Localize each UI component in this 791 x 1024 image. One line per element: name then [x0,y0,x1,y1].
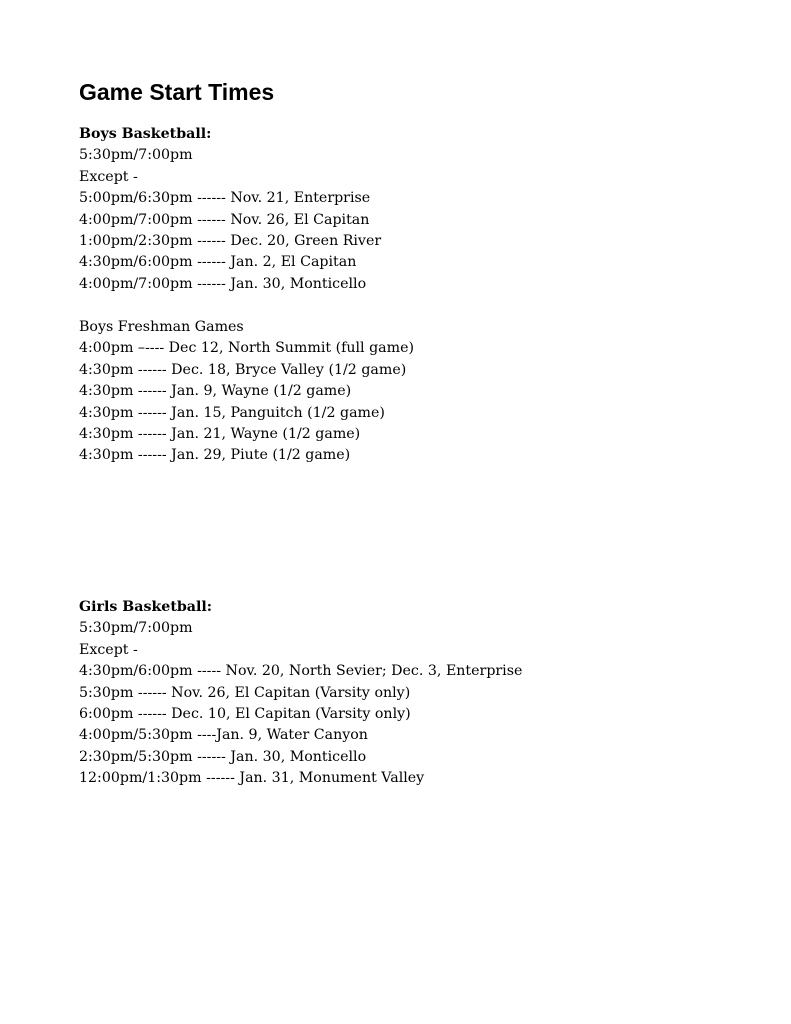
boys-exception-line: 1:00pm/2:30pm ------ Dec. 20, Green River [79,232,382,249]
girls-exception-line: 6:00pm ------ Dec. 10, El Capitan (Varsity only) [79,705,411,722]
freshman-game-line: 4:00pm –---- Dec 12, North Summit (full game) [79,340,415,357]
girls-except-label: Except - [79,641,138,658]
boys-basketball-heading: Boys Basketball: [79,126,212,142]
girls-exception-line: 2:30pm/5:30pm ------ Jan. 30, Monticello [79,748,367,765]
girls-exception-line: 4:30pm/6:00pm ----- Nov. 20, North Sevier; Dec. 3, Enterprise [79,663,523,680]
boys-exception-line: 4:30pm/6:00pm ------ Jan. 2, El Capitan [79,254,357,271]
boys-freshman-heading: Boys Freshman Games [79,319,244,335]
freshman-game-line: 4:30pm ------ Jan. 9, Wayne (1/2 game) [79,383,352,400]
freshman-game-line: 4:30pm ------ Dec. 18, Bryce Valley (1/2 game) [79,361,407,378]
girls-exception-line: 5:30pm ------ Nov. 26, El Capitan (Varsity only) [79,684,411,701]
boys-exception-line: 4:00pm/7:00pm ------ Nov. 26, El Capitan [79,211,370,228]
boys-exception-line: 4:00pm/7:00pm ------ Jan. 30, Monticello [79,275,367,292]
girls-exception-line: 4:00pm/5:30pm ----Jan. 9, Water Canyon [79,727,368,744]
freshman-game-line: 4:30pm ------ Jan. 21, Wayne (1/2 game) [79,425,361,442]
boys-freshman-section [79,317,414,467]
girls-exception-line: 12:00pm/1:30pm ------ Jan. 31, Monument Valley [79,770,425,787]
boys-except-label: Except - [79,168,138,185]
page-title: Game Start Times [79,79,275,105]
girls-basketball-heading: Girls Basketball: [79,599,213,615]
girls-basketball-section [79,597,522,790]
boys-basketball-section [79,124,381,295]
freshman-game-line: 4:30pm ------ Jan. 29, Piute (1/2 game) [79,447,351,464]
freshman-game-line: 4:30pm ------ Jan. 15, Panguitch (1/2 game) [79,404,385,421]
boys-default-times: 5:30pm/7:00pm [79,147,193,164]
girls-default-times: 5:30pm/7:00pm [79,620,193,637]
boys-exception-line: 5:00pm/6:30pm ------ Nov. 21, Enterprise [79,190,371,207]
